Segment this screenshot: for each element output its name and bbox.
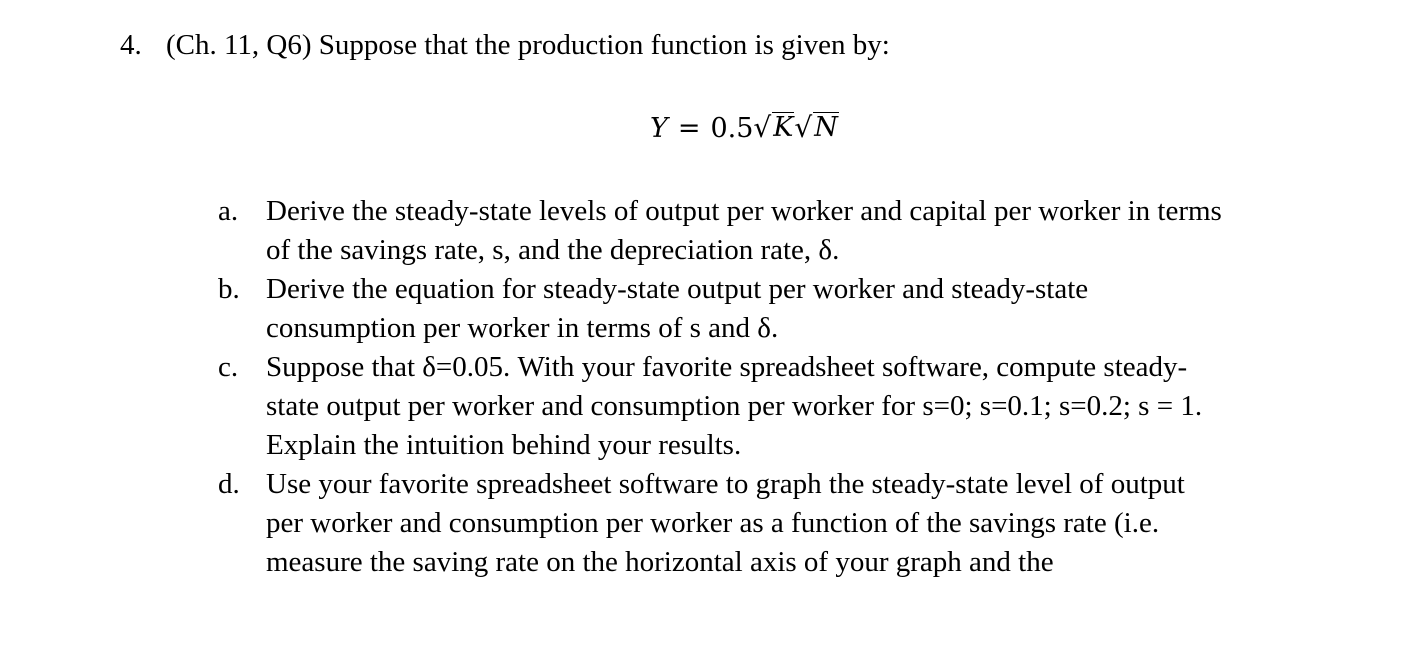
sub-question-b <box>218 270 1348 348</box>
question-number: 4. <box>120 29 142 61</box>
text-line: of the savings rate, s, and the depreciation rate, δ. <box>266 234 840 266</box>
equation-lhs: Y <box>650 113 668 144</box>
radicand-n: N <box>814 112 838 143</box>
text-line: per worker and consumption per worker as a function of the savings rate (i.e. <box>266 507 1160 539</box>
text-line: measure the saving rate on the horizontal axis of your graph and the <box>266 546 1054 578</box>
text-line: Derive the steady-state levels of output per worker and capital per worker in terms <box>266 195 1222 227</box>
sub-question-list <box>218 192 1348 582</box>
text-line: Use your favorite spreadsheet software to graph the steady-state level of output <box>266 468 1185 500</box>
equals-sign: = <box>677 113 701 144</box>
radicand-k: K <box>773 112 794 143</box>
equation-coefficient: 0.5 <box>710 113 754 144</box>
sub-question-marker: d. <box>218 468 240 500</box>
sub-question-text <box>266 270 1348 348</box>
text-line: Derive the equation for steady-state output per worker and steady-state <box>266 273 1089 305</box>
square-root-k <box>753 108 794 148</box>
text-line: consumption per worker in terms of s and δ. <box>266 312 779 344</box>
sub-question-text <box>266 465 1348 582</box>
sub-question-a <box>218 192 1348 270</box>
sub-question-c <box>218 348 1348 465</box>
text-line: state output per worker and consumption per worker for s=0; s=0.1; s=0.2; s = 1. <box>266 390 1203 422</box>
text-line: Explain the intuition behind your results. <box>266 429 742 461</box>
production-function-equation <box>650 108 839 149</box>
radical-sign-icon: √ <box>753 111 772 144</box>
sub-question-text <box>266 348 1348 465</box>
text-line: Suppose that δ=0.05. With your favorite spreadsheet software, compute steady- <box>266 351 1188 383</box>
sub-question-marker: b. <box>218 273 240 305</box>
radical-sign-icon: √ <box>794 111 813 144</box>
sub-question-d <box>218 465 1348 582</box>
sub-question-marker: c. <box>218 351 239 383</box>
sub-question-text <box>266 192 1348 270</box>
question-intro: (Ch. 11, Q6) Suppose that the production function is given by: <box>166 29 890 61</box>
sub-question-marker: a. <box>218 195 239 227</box>
question-header <box>120 28 890 62</box>
square-root-n <box>794 108 838 148</box>
